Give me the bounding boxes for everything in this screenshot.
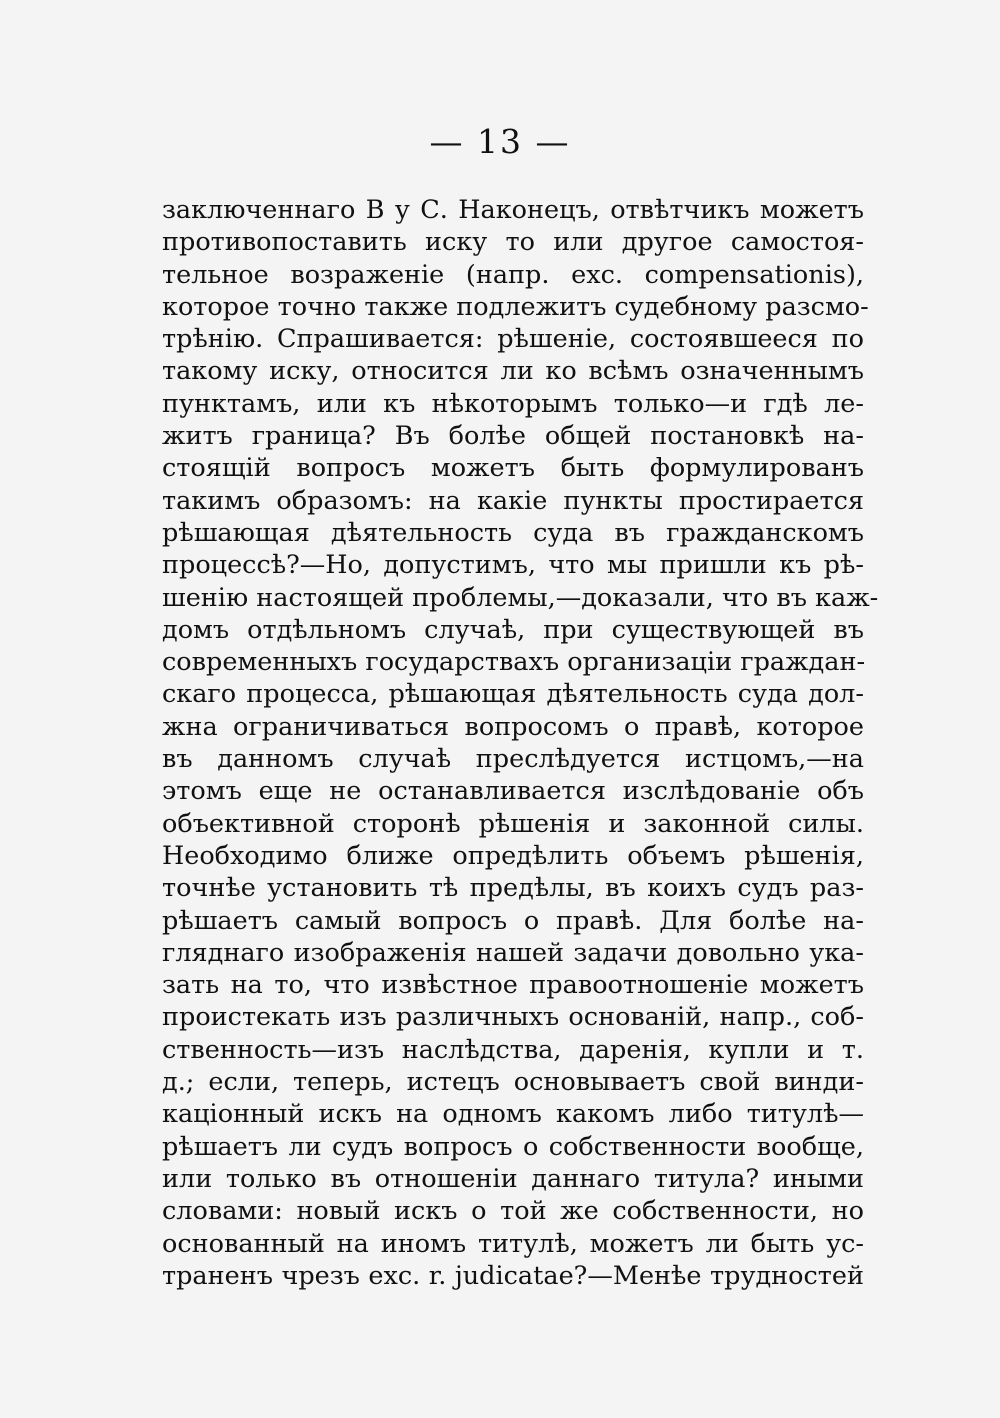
text-line: траненъ чрезъ exc. r. judicatae?—Менѣе трудностей [162,1260,864,1291]
text-line: рѣшающая дѣятельность суда въ гражданскомъ [162,517,864,548]
text-line: д.; если, теперь, истецъ основываетъ свой винди- [162,1067,864,1098]
text-line: основанный на иномъ титулѣ, можетъ ли быть ус- [162,1228,864,1259]
text-line: каціонный искъ на одномъ какомъ либо титулѣ— [162,1099,864,1130]
text-line: стоящій вопросъ можетъ быть формулированъ [162,453,864,484]
text-line: зать на то, что извѣстное правоотношеніе можетъ [162,970,864,1001]
text-line: шенію настоящей проблемы,—доказали, что въ каж- [162,582,879,613]
text-line: этомъ еще не останавливается изслѣдованіе объ [162,776,864,807]
text-line: въ данномъ случаѣ преслѣдуется истцомъ,—на [162,744,864,775]
text-line: процессѣ?—Но, допустимъ, что мы пришли къ рѣ- [162,550,864,581]
text-line: заключеннаго В у С. Наконецъ, отвѣтчикъ можетъ [162,195,864,225]
text-line: рѣшаетъ ли судъ вопросъ о собственности вообще, [162,1131,864,1162]
text-line: современныхъ государствахъ организаціи граждан- [162,647,866,678]
text-line: гляднаго изображенія нашей задачи довольно ука- [162,937,864,968]
text-line: или только въ отношеніи даннаго титула? иными [162,1163,864,1194]
text-line: точнѣе установить тѣ предѣлы, въ коихъ судъ раз- [162,873,864,904]
page-number: — 13 — [429,122,571,161]
text-line: домъ отдѣльномъ случаѣ, при существующей въ [162,614,864,645]
text-line: скаго процесса, рѣшающая дѣятельность суда дол- [162,679,864,710]
text-line: пунктамъ, или къ нѣкоторымъ только—и гдѣ ле- [162,388,864,419]
body-text [162,194,879,1292]
text-line: Необходимо ближе опредѣлить объемъ рѣшенія, [162,840,864,871]
text-line: жна ограничиваться вопросомъ о правѣ, которое [162,711,864,742]
text-line: которое точно также подлежитъ судебному разсмо- [162,291,869,322]
text-line: словами: новый искъ о той же собственности, но [162,1196,864,1227]
text-line: рѣшаетъ самый вопросъ о правѣ. Для болѣе на- [162,905,864,936]
text-line: проистекать изъ различныхъ основаній, напр., соб- [162,1002,864,1033]
text-line: житъ граница? Въ болѣе общей постановкѣ на- [162,421,864,452]
text-line: трѣнію. Спрашивается: рѣшеніе, состоявшееся по [162,324,864,355]
text-line: тельное возраженіе (напр. exc. compensationis), [162,259,864,290]
text-line: противопоставить иску то или другое самостоя- [162,227,864,258]
text-line: объективной сторонѣ рѣшенія и законной силы. [162,808,864,839]
text-line: такому иску, относится ли ко всѣмъ означеннымъ [162,356,864,387]
text-line: ственность—изъ наслѣдства, даренія, купли и т. [162,1034,864,1065]
text-line: такимъ образомъ: на какіе пункты простирается [162,485,864,516]
